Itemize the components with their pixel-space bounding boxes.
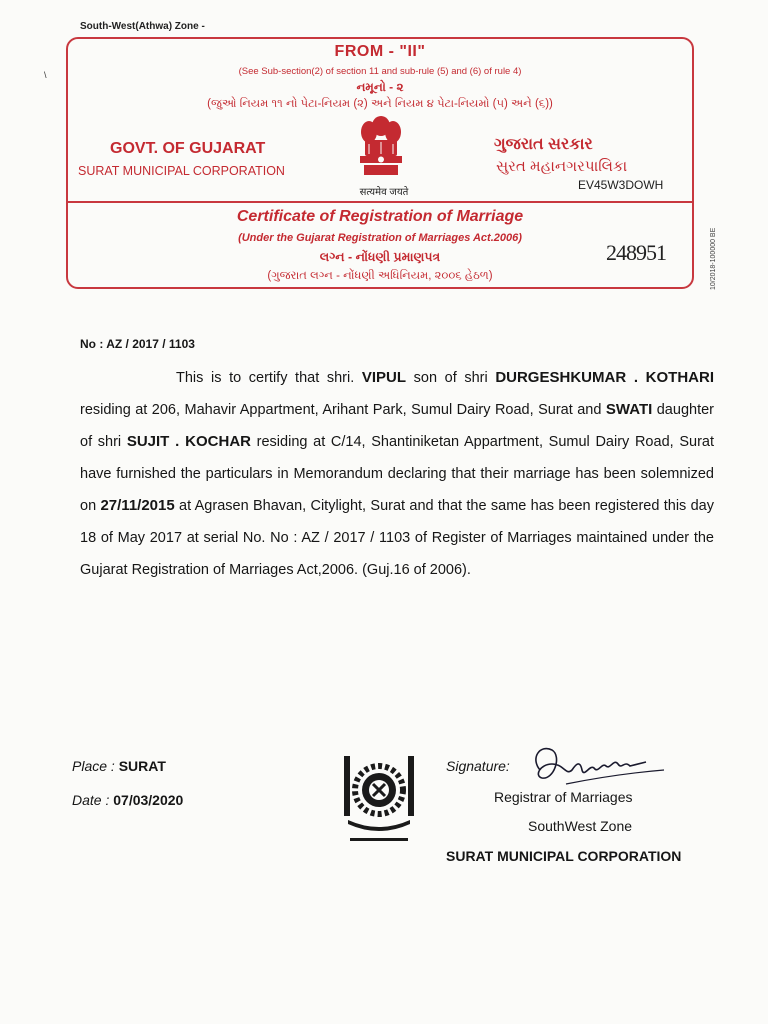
serial-number: 248951 [606,240,666,265]
place-label: Place : [72,758,119,774]
body-text-4: daughter of shri [80,402,714,450]
smc-seal-icon [340,754,418,848]
emblem-motto: सत्यमेव जयते [359,187,409,198]
date-value: 07/03/2020 [113,792,184,808]
gujarati-subtitle: (જુઓ નિયમ ૧૧ નો પેટા-નિયમ (૨) અને નિયમ ૪ પેટા-નિયમો (૫) અને (૬)) [207,98,553,110]
body-text-6: at Agrasen Bhavan, Citylight, Surat and that the same has been registered this day 18 of May 2017 at serial No. No : AZ / 2017 / 1103 of Register of Marriages maintained under the Gujarat Registration of Marriages Act,2006. (Guj.16 of 2006). [80,498,714,578]
certificate-subtitle-gu: (ગુજરાત લગ્ન - નોંધણી અધિનિયમ, ૨૦૦૬ હેઠળ) [267,270,493,282]
groom-father-last: KOTHARI [645,369,714,386]
corporation-name: SURAT MUNICIPAL CORPORATION [446,848,682,864]
certificate-number: No : AZ / 2017 / 1103 [80,337,195,351]
registrar-title: Registrar of Marriages [494,789,633,805]
print-code: 10/2018-100000 BE [710,227,717,290]
place-value: SURAT [118,758,166,774]
ashoka-emblem-icon [352,112,410,184]
smc-title-en: SURAT MUNICIPAL CORPORATION [78,164,285,178]
certificate-body [80,362,714,586]
body-text-2: son of shri [406,370,496,386]
govt-title-gu: ગુજરાત સરકાર [494,136,593,153]
bride-name: SWATI [605,401,653,418]
form-title: FROM - "II" [334,43,426,60]
body-text-1: This is to certify that shri. [176,370,362,386]
certificate-subtitle: (Under the Gujarat Registration of Marriages Act.2006) [238,232,522,244]
groom-name: VIPUL [361,369,407,386]
place-line [72,758,166,774]
registrar-zone: SouthWest Zone [528,818,633,834]
date-label: Date : [72,792,114,808]
body-text-3: residing at 206, Mahavir Appartment, Arihant Park, Sumul Dairy Road, Surat and [80,402,606,418]
govt-title-en: GOVT. OF GUJARAT [110,140,266,157]
header-divider [66,201,694,203]
marriage-date: 27/11/2015 [100,497,175,514]
bride-father-name: SUJIT . KOCHAR [126,433,251,450]
body-text-5: residing at C/14, Shantiniketan Appartment, Sumul Dairy Road, Surat have furnished the particulars in Memorandum declaring that their marriage has been solemnized on [80,434,714,514]
document-code: EV45W3DOWH [578,178,664,192]
zone-label: South-West(Athwa) Zone - [80,21,205,32]
certificate-title: Certificate of Registration of Marriage [236,208,524,225]
namuno-label: નમૂનો - ૨ [356,80,404,94]
date-line [72,792,183,808]
groom-father-first: DURGESHKUMAR . [495,369,639,386]
smc-title-gu: સુરત મહાનગરપાલિકા [496,158,628,175]
form-subtitle: (See Sub-section(2) of section 11 and sub-rule (5) and (6) of rule 4) [238,66,522,77]
certificate-title-gu: લગ્ન - નોંધણી પ્રમાણપત્ર [319,250,441,264]
signature-label: Signature: [446,758,510,774]
margin-mark: \ [44,70,47,80]
